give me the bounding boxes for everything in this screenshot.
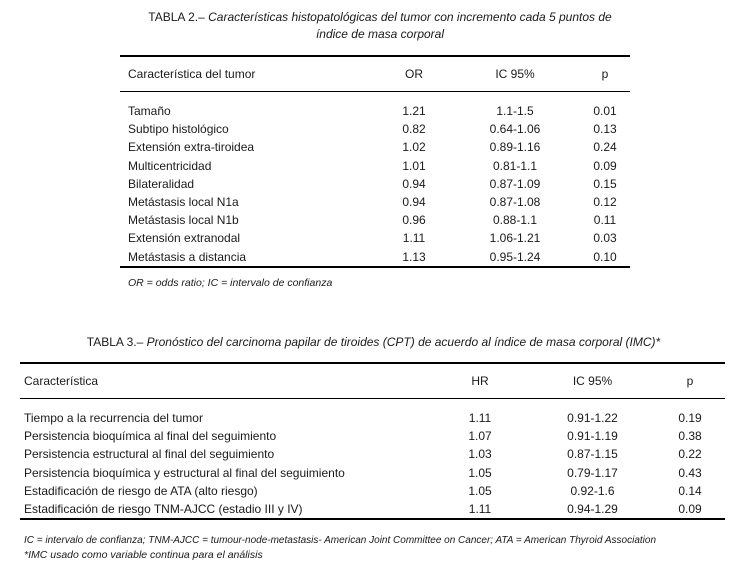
cell-characteristic: Persistencia bioquímica al final del seguimiento [24, 429, 277, 444]
table-row [20, 482, 725, 500]
table2-caption-line2: índice de masa corporal [315, 27, 445, 41]
cell-characteristic: Extensión extranodal [128, 231, 241, 246]
cell-or: 1.11 [402, 231, 426, 246]
cell-p: 0.22 [678, 447, 702, 462]
cell-ci: 0.87-1.09 [489, 176, 541, 191]
table-row [120, 175, 630, 193]
cell-ci: 0.95-1.24 [450, 248, 580, 267]
cell-characteristic: Subtipo histológico [128, 122, 229, 137]
table2-header-characteristic: Característica del tumor [120, 56, 378, 92]
table2-footnote: OR = odds ratio; IC = intervalo de confianza [128, 277, 333, 289]
table2-header-row [120, 56, 630, 92]
cell-characteristic: Metástasis a distancia [120, 248, 378, 267]
table-row [120, 229, 630, 247]
cell-ci: 0.88-1.1 [492, 213, 538, 228]
table3-caption-text: Pronóstico del carcinoma papilar de tiroides (CPT) de acuerdo al índice de masa corporal (IMC)* [146, 335, 661, 349]
cell-characteristic: Extensión extra-tiroidea [128, 140, 255, 155]
cell-p: 0.43 [678, 465, 702, 480]
cell-p: 0.01 [593, 104, 617, 119]
table3-header-characteristic: Característica [20, 363, 430, 399]
cell-characteristic: Bilateralidad [128, 176, 195, 191]
cell-characteristic: Estadificación de riesgo de ATA (alto riesgo) [24, 483, 258, 498]
cell-p: 0.15 [593, 176, 617, 191]
table3-footnote-abbreviations: IC = intervalo de confianza; TNM-AJCC = tumour-node-metastasis- American Joint Committee on Cancer; ATA = American Thyroid Association [24, 535, 657, 546]
table2-caption-text: Características histopatológicas del tumor con incremento cada 5 puntos de [208, 10, 612, 24]
cell-or: 1.02 [402, 140, 426, 155]
table3-caption-lead: TABLA 3.– [86, 335, 144, 349]
cell-hr: 1.05 [468, 483, 492, 498]
cell-p: 0.14 [678, 483, 702, 498]
cell-characteristic: Tiempo a la recurrencia del tumor [24, 411, 203, 426]
table3-header-ci: IC 95% [530, 363, 655, 399]
cell-p: 0.09 [593, 158, 617, 173]
cell-p: 0.03 [593, 231, 617, 246]
cell-characteristic: Multicentricidad [128, 158, 212, 173]
table-row [120, 138, 630, 156]
cell-or: 1.01 [402, 158, 426, 173]
cell-or: 0.82 [402, 122, 426, 137]
table2-header-p: p [580, 56, 630, 92]
cell-characteristic: Tamaño [128, 104, 171, 119]
table2-header-ci: IC 95% [450, 56, 580, 92]
cell-ci: 0.81-1.1 [492, 158, 538, 173]
table-row [20, 409, 725, 427]
cell-or: 0.96 [402, 213, 426, 228]
table3-header-hr: HR [430, 363, 530, 399]
cell-hr: 1.07 [468, 429, 492, 444]
table-row [120, 248, 630, 267]
cell-ci: 1.06-1.21 [489, 231, 541, 246]
table2-caption-line1 [110, 9, 650, 26]
cell-ci: 0.91-1.22 [567, 411, 618, 426]
cell-ci: 0.91-1.19 [567, 429, 618, 444]
cell-p: 0.10 [580, 248, 630, 267]
cell-ci: 0.92-1.6 [570, 483, 615, 498]
table2 [120, 55, 630, 268]
table2-header-or: OR [378, 56, 450, 92]
table-row [120, 102, 630, 120]
table-row [20, 427, 725, 445]
table3 [20, 362, 725, 520]
cell-or: 0.94 [402, 176, 426, 191]
cell-ci: 0.87-1.08 [489, 195, 541, 210]
cell-p: 0.38 [678, 429, 702, 444]
cell-ci: 0.64-1.06 [489, 122, 541, 137]
table-row [120, 211, 630, 229]
cell-ci: 1.1-1.5 [496, 104, 534, 119]
table3-header-row [20, 363, 725, 399]
cell-p: 0.12 [593, 195, 617, 210]
cell-ci: 0.79-1.17 [567, 465, 618, 480]
table3-caption [40, 334, 707, 351]
cell-ci: 0.94-1.29 [530, 500, 655, 519]
cell-characteristic: Estadificación de riesgo TNM-AJCC (estadio III y IV) [20, 500, 430, 519]
table2-caption-lead: TABLA 2.– [148, 10, 205, 24]
cell-characteristic: Persistencia estructural al final del seguimiento [24, 447, 275, 462]
table-row [20, 500, 725, 519]
cell-characteristic: Metástasis local N1a [128, 195, 239, 210]
table-row [20, 464, 725, 482]
table-row [20, 445, 725, 463]
cell-characteristic: Metástasis local N1b [128, 213, 239, 228]
cell-p: 0.09 [655, 500, 725, 519]
cell-ci: 0.89-1.16 [489, 140, 541, 155]
cell-hr: 1.05 [468, 465, 492, 480]
cell-p: 0.13 [593, 122, 617, 137]
table-row [120, 193, 630, 211]
cell-or: 1.13 [378, 248, 450, 267]
cell-or: 1.21 [402, 104, 426, 119]
table-row [120, 157, 630, 175]
cell-hr: 1.03 [468, 447, 492, 462]
cell-characteristic: Persistencia bioquímica y estructural al final del seguimiento [24, 465, 345, 480]
cell-hr: 1.11 [468, 411, 492, 426]
cell-p: 0.19 [678, 411, 702, 426]
table-row [120, 120, 630, 138]
cell-p: 0.24 [593, 140, 617, 155]
table2-caption [110, 9, 650, 43]
cell-p: 0.11 [593, 213, 617, 228]
table3-header-p: p [655, 363, 725, 399]
cell-ci: 0.87-1.15 [567, 447, 618, 462]
cell-or: 0.94 [402, 195, 426, 210]
table3-footnote-imc: *IMC usado como variable continua para el análisis [24, 549, 263, 561]
cell-hr: 1.11 [430, 500, 530, 519]
